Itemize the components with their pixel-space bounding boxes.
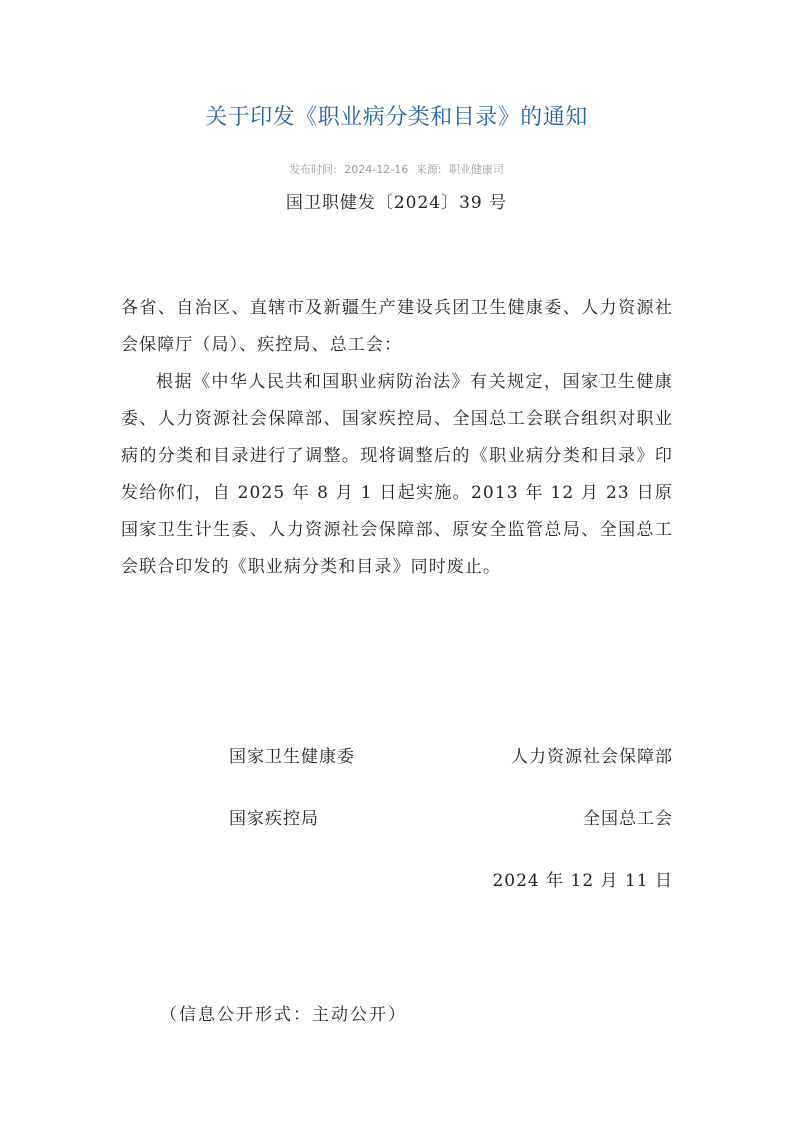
issuer-ndcpa: 国家疾控局 <box>229 809 319 829</box>
issue-date: 2024 年 12 月 11 日 <box>492 871 673 891</box>
document-number: 国卫职健发〔2024〕39 号 <box>285 193 508 213</box>
issuer-acftu: 全国总工会 <box>583 809 673 829</box>
page-title: 关于印发《职业病分类和目录》的通知 <box>205 105 588 130</box>
issuer-mohrss: 人力资源社会保障部 <box>511 747 673 767</box>
publish-date: 2024-12-16 <box>344 163 409 176</box>
addressee-paragraph: 各省、自治区、直辖市及新疆生产建设兵团卫生健康委、人力资源社会保障厅（局）、疾控局、总工会： <box>121 298 673 355</box>
signature-row-2 <box>229 804 673 829</box>
publish-meta <box>0 161 793 177</box>
main-paragraph: 根据《中华人民共和国职业病防治法》有关规定，国家卫生健康委、人力资源社会保障部、国家疾控局、全国总工会联合组织对职业病的分类和目录进行了调整。现将调整后的《职业病分类和目录》印发给你们，自 2025 年 8 月 1 日起实施。2013 年 12 月 23 日原国家卫生计生委、人力资源社会保障部、原安全监管总局、全国总工会联合印发的《职业病分类和目录》同时废止。 <box>121 372 673 577</box>
publish-label: 发布时间: <box>289 163 337 176</box>
source-label: 来源: <box>415 163 442 176</box>
signature-row-1 <box>229 742 673 767</box>
disclosure-note: （信息公开形式：主动公开） <box>160 1005 407 1025</box>
source-name: 职业健康司 <box>448 163 504 176</box>
issuer-nhc: 国家卫生健康委 <box>229 747 355 767</box>
